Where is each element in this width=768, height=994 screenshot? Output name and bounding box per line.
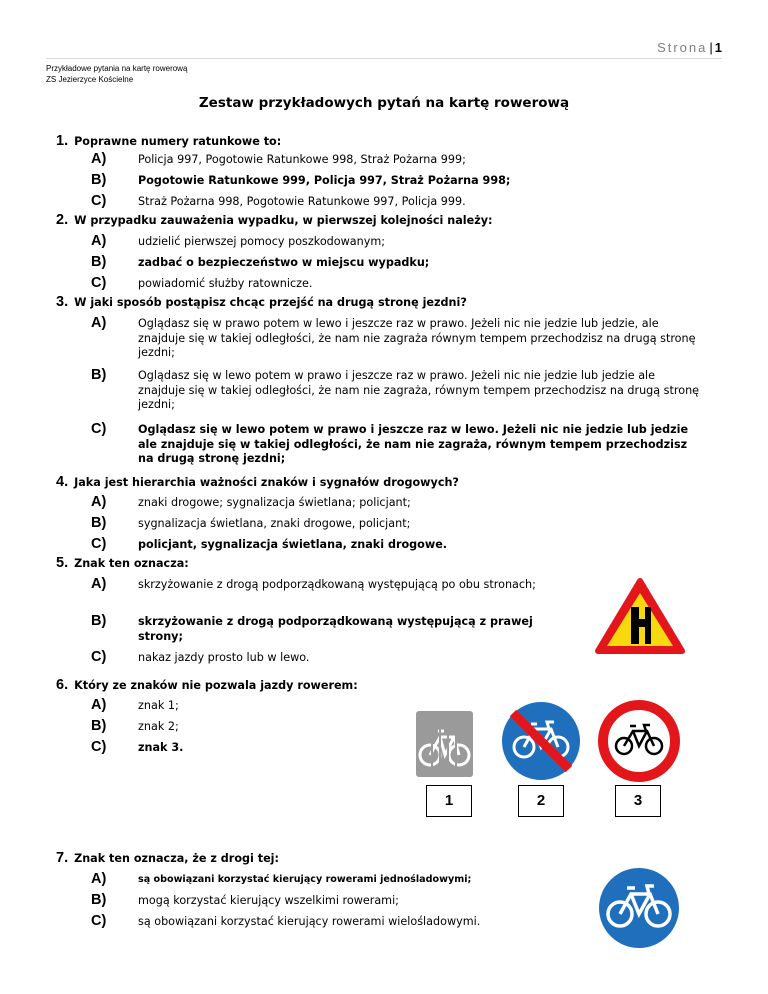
answer-text: znaki drogowe; sygnalizacja świetlana; policjant; [138, 496, 411, 509]
bicycle-end-sign-icon [416, 711, 473, 777]
answer-6c [91, 741, 391, 756]
answer-text: są obowiązani korzystać kierujący rowerami wielośladowymi. [138, 915, 481, 928]
subheader-line-2: ZS Jezierzyce Kościelne [46, 75, 134, 84]
answer-letter: B) [91, 613, 107, 629]
answer-text: udzielić pierwszej pomocy poszkodowanym; [138, 235, 385, 248]
no-bicycles-sign-icon [597, 699, 681, 783]
answer-text: powiadomić służby ratownicze. [138, 277, 313, 290]
answer-6a [91, 699, 391, 714]
answer-letter: B) [91, 254, 107, 270]
answer-letter: B) [91, 892, 107, 908]
question-number: 5. [56, 555, 69, 571]
answer-letter: C) [91, 536, 107, 552]
answer-text: Pogotowie Ratunkowe 999, Policja 997, Straż Pożarna 998; [138, 174, 511, 187]
sign-label-2: 2 [518, 785, 564, 817]
answer-3b [91, 369, 701, 413]
bicycle-end-zone-sign-icon [499, 699, 583, 783]
answer-text: mogą korzystać kierujący wszelkimi rowerami; [138, 894, 399, 907]
question-number: 7. [56, 850, 69, 866]
answer-letter: C) [91, 913, 107, 929]
question-text: Który ze znaków nie pozwala jazdy rowerem: [74, 679, 358, 692]
answer-text: są obowiązani korzystać kierujący rowerami jednośladowymi; [138, 874, 472, 885]
document-title: Zestaw przykładowych pytań na kartę rowerową [198, 95, 570, 111]
answer-1b [91, 174, 701, 189]
answer-letter: B) [91, 718, 107, 734]
answer-letter: C) [91, 421, 107, 437]
question-6 [56, 677, 358, 693]
page-number: 1 [714, 40, 722, 55]
question-3 [56, 294, 467, 310]
question-text: W przypadku zauważenia wypadku, w pierwszej kolejności należy: [74, 214, 493, 227]
answer-letter: B) [91, 172, 107, 188]
answer-letter: C) [91, 275, 107, 291]
answer-5a [91, 578, 536, 593]
answer-text: zadbać o bezpieczeństwo w miejscu wypadku; [138, 256, 430, 269]
sign-label-1: 1 [426, 785, 472, 817]
sign-label-3: 3 [615, 785, 661, 817]
subheader-line-1: Przykładowe pytania na kartę rowerową [46, 64, 188, 73]
answer-text: nakaz jazdy prosto lub w lewo. [138, 651, 310, 664]
answer-text: znak 1; [138, 699, 179, 712]
answer-letter: C) [91, 739, 107, 755]
page-separator: | [709, 40, 713, 55]
answer-4c [91, 538, 701, 553]
answer-text: sygnalizacja świetlana, znaki drogowe, policjant; [138, 517, 411, 530]
question-number: 3. [56, 294, 69, 310]
answer-letter: A) [91, 315, 107, 331]
answer-letter: A) [91, 576, 107, 592]
answer-letter: A) [91, 871, 107, 887]
answer-text: Policja 997, Pogotowie Ratunkowe 998, Straż Pożarna 999; [138, 153, 466, 166]
page-word: Strona [657, 40, 708, 55]
answer-4a [91, 496, 701, 511]
answer-text: Oglądasz się w lewo potem w prawo i jeszcze raz w prawo. Jeżeli nic nie jedzie lub jedzie ale znajduje się w takiej odległości, że nam nie zagraża, równym tempem przechodzisz na drugą stronę jezdni; [138, 369, 700, 411]
answer-text: Oglądasz się w prawo potem w lewo i jeszcze raz w prawo. Jeżeli nic nie jedzie lub jedzie, ale znajduje się w takiej odległości, że nam nie zagraża równym tempem przechodzisz na drugą stronę jezdni; [138, 317, 696, 359]
answer-text: Oglądasz się w lewo potem w prawo i jeszcze raz w lewo. Jeżeli nic nie jedzie lub jedzie ale znajduje się w takiej odległości, że nam nie zagraża, równym tempem przechodzisz na drugą stronę jezdni; [138, 423, 689, 465]
question-text: Jaka jest hierarchia ważności znaków i sygnałów drogowych? [74, 476, 459, 489]
answer-letter: A) [91, 697, 107, 713]
answer-text: Straż Pożarna 998, Pogotowie Ratunkowe 997, Policja 999. [138, 195, 466, 208]
answer-text: znak 2; [138, 720, 179, 733]
question-7 [56, 850, 279, 866]
question-5 [56, 555, 189, 571]
question-text: W jaki sposób postąpisz chcąc przejść na drugą stronę jezdni? [74, 296, 467, 309]
answer-text: znak 3. [138, 741, 184, 754]
question-number: 6. [56, 677, 69, 693]
answer-2c [91, 277, 701, 292]
warning-triangle-side-road-icon [594, 577, 686, 655]
answer-3c [91, 423, 701, 467]
question-text: Znak ten oznacza, że z drogi tej: [74, 852, 279, 865]
answer-letter: A) [91, 151, 107, 167]
answer-letter: B) [91, 515, 107, 531]
answer-6b [91, 720, 391, 735]
answer-letter: C) [91, 193, 107, 209]
header-divider [46, 58, 722, 59]
answer-5b [91, 615, 551, 644]
question-1 [56, 133, 281, 149]
answer-4b [91, 517, 701, 532]
answer-text: skrzyżowanie z drogą podporządkowaną występującą z prawej strony; [138, 615, 533, 643]
question-number: 4. [56, 474, 69, 490]
answer-1c [91, 195, 701, 210]
answer-1a [91, 153, 701, 168]
answer-text: skrzyżowanie z drogą podporządkowaną występującą po obu stronach; [138, 578, 536, 591]
answer-2a [91, 235, 701, 250]
page-header [657, 40, 722, 55]
answer-letter: A) [91, 233, 107, 249]
answer-letter: A) [91, 494, 107, 510]
question-number: 2. [56, 212, 69, 228]
question-2 [56, 212, 493, 228]
question-number: 1. [56, 133, 69, 149]
answer-3a [91, 317, 701, 361]
answer-letter: C) [91, 649, 107, 665]
question-text: Poprawne numery ratunkowe to: [74, 135, 282, 148]
question-text: Znak ten oznacza: [74, 557, 189, 570]
answer-letter: B) [91, 367, 107, 383]
question-4 [56, 474, 459, 490]
answer-2b [91, 256, 701, 271]
bicycle-path-sign-icon [597, 866, 681, 950]
subheader [46, 63, 187, 85]
answer-text: policjant, sygnalizacja świetlana, znaki drogowe. [138, 538, 448, 551]
